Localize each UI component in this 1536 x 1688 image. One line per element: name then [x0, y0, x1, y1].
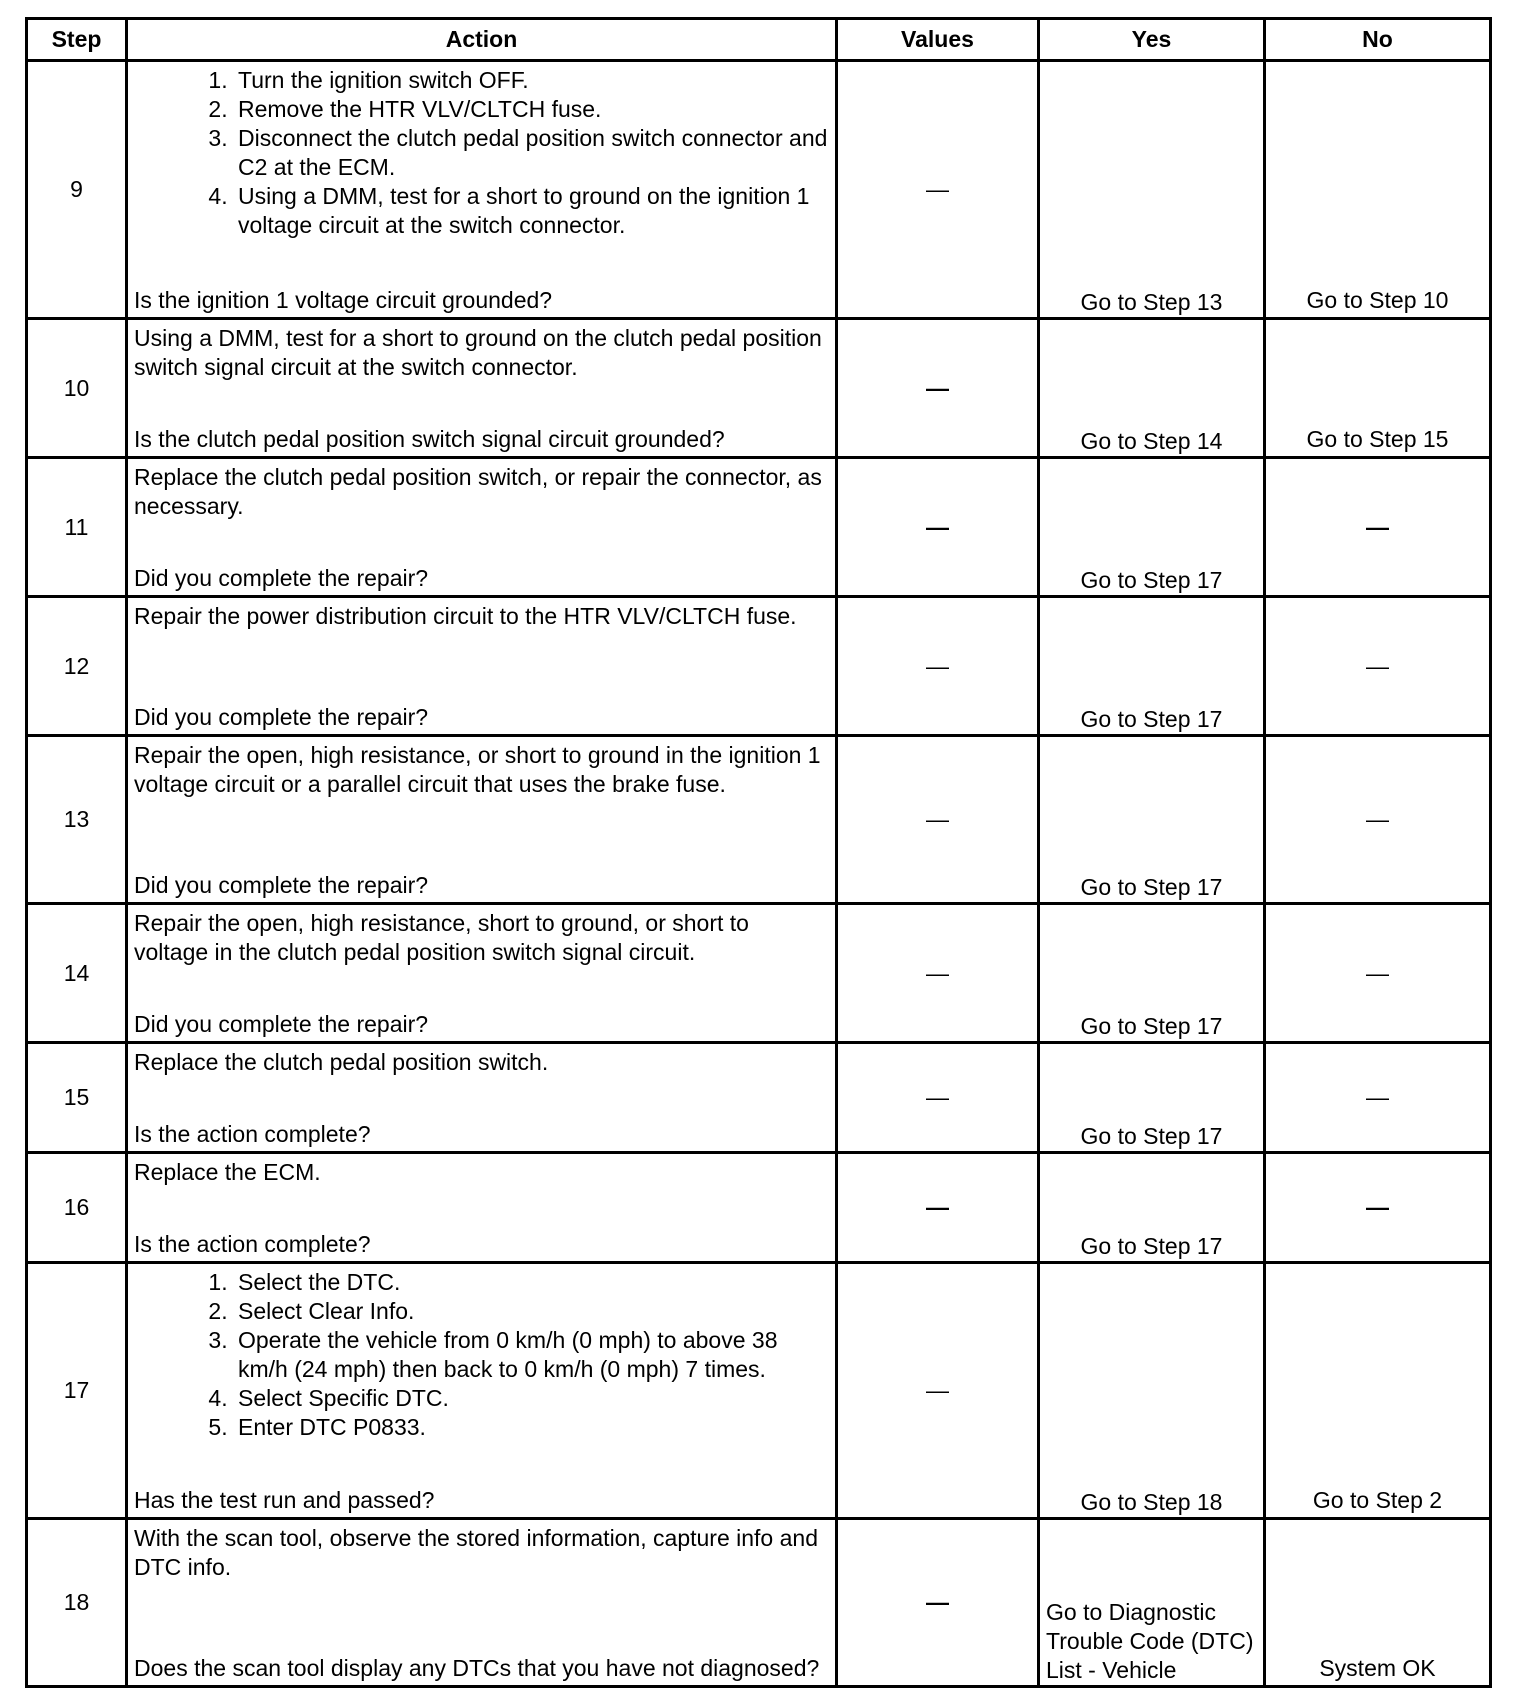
values-cell: — — [837, 1153, 1039, 1263]
dtc-list-link[interactable]: Go to Diagnostic Trouble Code (DTC) List - Vehicle — [1046, 1599, 1254, 1683]
step-number: 16 — [27, 1153, 127, 1263]
action-list-item: 2. Select Clear Info. — [234, 1297, 829, 1326]
step-number: 10 — [27, 319, 127, 458]
no-cell: — — [1265, 597, 1491, 736]
no-cell: — — [1265, 1153, 1491, 1263]
no-cell: Go to Step 2 — [1265, 1263, 1491, 1519]
action-text: Repair the open, high resistance, short to ground, or short to voltage in the clutch pedal position switch signal circuit. — [134, 910, 749, 965]
values-cell: — — [837, 597, 1039, 736]
action-cell — [127, 736, 837, 904]
values-cell: — — [837, 61, 1039, 319]
action-cell — [127, 458, 837, 597]
action-question: Did you complete the repair? — [134, 704, 429, 730]
header-row — [27, 19, 1491, 61]
yes-cell: Go to Step 13 — [1039, 61, 1265, 319]
table-row — [27, 458, 1491, 597]
action-list-item: 1. Select the DTC. — [234, 1268, 829, 1297]
header-yes: Yes — [1039, 19, 1265, 61]
action-cell — [127, 597, 837, 736]
values-cell: — — [837, 736, 1039, 904]
yes-cell: Go to Step 14 — [1039, 319, 1265, 458]
action-list-item: 4. Select Specific DTC. — [234, 1384, 829, 1413]
header-values: Values — [837, 19, 1039, 61]
step-number: 17 — [27, 1263, 127, 1519]
action-list-item: 3. Disconnect the clutch pedal position switch connector and C2 at the ECM. — [234, 124, 829, 182]
action-question: Is the ignition 1 voltage circuit grounded? — [134, 287, 553, 313]
action-text: Replace the clutch pedal position switch. — [134, 1049, 549, 1075]
values-cell: — — [837, 1519, 1039, 1687]
header-action: Action — [127, 19, 837, 61]
values-cell: — — [837, 904, 1039, 1043]
step-number: 9 — [27, 61, 127, 319]
action-text: Replace the clutch pedal position switch, or repair the connector, as necessary. — [134, 464, 822, 519]
yes-cell[interactable] — [1039, 1519, 1265, 1687]
table-row — [27, 1043, 1491, 1153]
table-row — [27, 597, 1491, 736]
no-cell: — — [1265, 904, 1491, 1043]
table-row — [27, 736, 1491, 904]
action-question: Has the test run and passed? — [134, 1487, 435, 1513]
step-number: 14 — [27, 904, 127, 1043]
action-cell — [127, 1043, 837, 1153]
step-number: 18 — [27, 1519, 127, 1687]
action-cell — [127, 319, 837, 458]
table-row — [27, 61, 1491, 319]
step-number: 15 — [27, 1043, 127, 1153]
action-question: Is the action complete? — [134, 1121, 371, 1147]
values-cell: — — [837, 1263, 1039, 1519]
diagnostic-table — [25, 17, 1492, 1688]
no-cell: — — [1265, 1043, 1491, 1153]
table-row — [27, 319, 1491, 458]
action-question: Did you complete the repair? — [134, 565, 429, 591]
action-cell — [127, 1519, 837, 1687]
yes-cell: Go to Step 17 — [1039, 736, 1265, 904]
action-list — [134, 66, 829, 240]
action-question: Did you complete the repair? — [134, 1011, 429, 1037]
action-question: Is the action complete? — [134, 1231, 371, 1257]
yes-cell: Go to Step 18 — [1039, 1263, 1265, 1519]
no-cell: — — [1265, 458, 1491, 597]
action-list-item: 4. Using a DMM, test for a short to ground on the ignition 1 voltage circuit at the switch connector. — [234, 182, 829, 240]
yes-cell: Go to Step 17 — [1039, 1153, 1265, 1263]
table-row — [27, 1519, 1491, 1687]
action-question: Is the clutch pedal position switch signal circuit grounded? — [134, 426, 725, 452]
action-text: Using a DMM, test for a short to ground on the clutch pedal position switch signal circuit at the switch connector. — [134, 325, 822, 380]
action-cell — [127, 1153, 837, 1263]
action-cell — [127, 1263, 837, 1519]
action-list-item: 2. Remove the HTR VLV/CLTCH fuse. — [234, 95, 829, 124]
action-list-item: 3. Operate the vehicle from 0 km/h (0 mph) to above 38 km/h (24 mph) then back to 0 km/h (0 mph) 7 times. — [234, 1326, 829, 1384]
action-list-item: 5. Enter DTC P0833. — [234, 1413, 829, 1442]
action-question: Does the scan tool display any DTCs that you have not diagnosed? — [134, 1655, 820, 1681]
values-cell: — — [837, 1043, 1039, 1153]
header-no: No — [1265, 19, 1491, 61]
action-cell — [127, 904, 837, 1043]
action-text: Repair the open, high resistance, or short to ground in the ignition 1 voltage circuit or a parallel circuit that uses the brake fuse. — [134, 742, 821, 797]
values-cell: — — [837, 458, 1039, 597]
table-row — [27, 904, 1491, 1043]
action-list-item: 1. Turn the ignition switch OFF. — [234, 66, 829, 95]
yes-cell: Go to Step 17 — [1039, 904, 1265, 1043]
values-cell: — — [837, 319, 1039, 458]
yes-cell: Go to Step 17 — [1039, 458, 1265, 597]
no-cell: — — [1265, 736, 1491, 904]
no-cell: Go to Step 15 — [1265, 319, 1491, 458]
yes-cell: Go to Step 17 — [1039, 597, 1265, 736]
action-text: Repair the power distribution circuit to the HTR VLV/CLTCH fuse. — [134, 603, 797, 629]
action-question: Did you complete the repair? — [134, 872, 429, 898]
yes-cell: Go to Step 17 — [1039, 1043, 1265, 1153]
step-number: 13 — [27, 736, 127, 904]
action-text: With the scan tool, observe the stored information, capture info and DTC info. — [134, 1525, 818, 1580]
action-cell — [127, 61, 837, 319]
header-step: Step — [27, 19, 127, 61]
no-cell: System OK — [1265, 1519, 1491, 1687]
no-cell: Go to Step 10 — [1265, 61, 1491, 319]
action-text: Replace the ECM. — [134, 1159, 321, 1185]
table-row — [27, 1263, 1491, 1519]
action-list — [134, 1268, 829, 1442]
step-number: 11 — [27, 458, 127, 597]
step-number: 12 — [27, 597, 127, 736]
table-row — [27, 1153, 1491, 1263]
